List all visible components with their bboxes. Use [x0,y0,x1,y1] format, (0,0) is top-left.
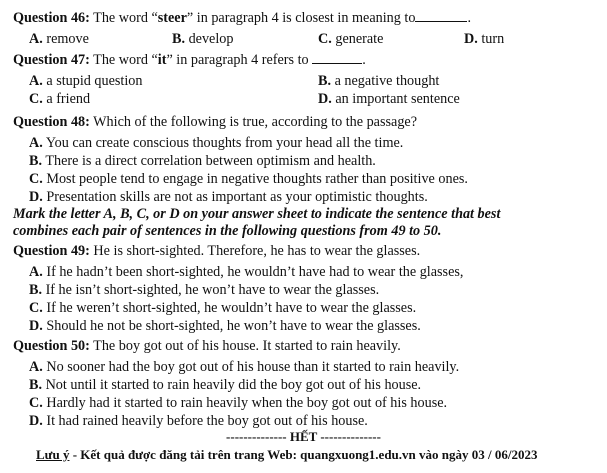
question-50-stem: The boy got out of his house. It started to rain heavily. [93,338,401,354]
footer-note-text: - Kết quả được đăng tải trên trang Web: quangxuong1.edu.vn vào ngày 03 / 06/2023 [69,447,538,462]
q46-option-d: D. turn [464,31,505,47]
q49-option-a: A. If he hadn’t been short-sighted, he wouldn’t have had to wear the glasses, [29,264,464,280]
footer-note-label: Lưu ý [36,447,70,462]
question-48-stem: Which of the following is true, according to the passage? [93,114,418,130]
q46-option-b: B. develop [172,31,234,47]
q46-option-a: A. remove [29,31,89,47]
q50-option-c: C. Hardly had it started to rain heavily when the boy got out of his house. [29,395,448,411]
footer-note [36,446,537,464]
q48-option-c: C. Most people tend to engage in negative thoughts rather than positive ones. [29,171,468,187]
q48-option-d: D. Presentation skills are not as important as your optimistic thoughts. [29,189,428,205]
question-46-label: Question 46: [13,10,90,26]
q47-option-a: A. a stupid question [29,73,143,89]
question-49-label: Question 49: [13,243,90,259]
question-50-label: Question 50: [13,338,90,354]
question-49 [13,242,420,260]
question-46-stem: The word “steer” in paragraph 4 is closest in meaning to [93,10,416,26]
question-47-stem: The word “it” in paragraph 4 refers to [93,52,309,68]
q50-option-b: B. Not until it started to rain heavily did the boy got out of his house. [29,377,422,393]
q49-option-b: B. If he isn’t short-sighted, he won’t have to wear the glasses. [29,282,380,298]
question-49-stem: He is short-sighted. Therefore, he has to wear the glasses. [93,243,421,259]
q47-option-b: B. a negative thought [318,73,440,89]
q49-option-d: D. Should he not be short-sighted, he won’t have to wear the glasses. [29,318,421,334]
question-47: Question 47: The word “it” in paragraph 4 refers to . [13,52,366,68]
q50-option-a: A. No sooner had the boy got out of his house than it started to rain heavily. [29,359,460,375]
question-47-label: Question 47: [13,52,90,68]
question-48-label: Question 48: [13,114,90,130]
question-48 [13,113,417,131]
q46-option-c: C. generate [318,31,384,47]
question-46: Question 46: The word “steer” in paragraph 4 is closest in meaning to . [13,10,471,26]
question-50 [13,337,401,355]
q48-option-a: A. You can create conscious thoughts from your head all the time. [29,135,404,151]
instruction-line-2: combines each pair of sentences in the following questions from 49 to 50. [13,223,442,239]
answer-blank [415,9,467,22]
answer-blank [312,51,362,64]
q47-option-c: C. a friend [29,91,91,107]
q50-option-d: D. It had rained heavily before the boy got out of his house. [29,413,368,429]
q47-option-d: D. an important sentence [318,91,460,107]
end-marker: -------------- HẾT -------------- [226,429,381,444]
instruction-line-1: Mark the letter A, B, C, or D on your answer sheet to indicate the sentence that best [13,206,501,222]
q49-option-c: C. If he weren’t short-sighted, he wouldn’t have to wear the glasses. [29,300,417,316]
q48-option-b: B. There is a direct correlation between optimism and health. [29,153,376,169]
